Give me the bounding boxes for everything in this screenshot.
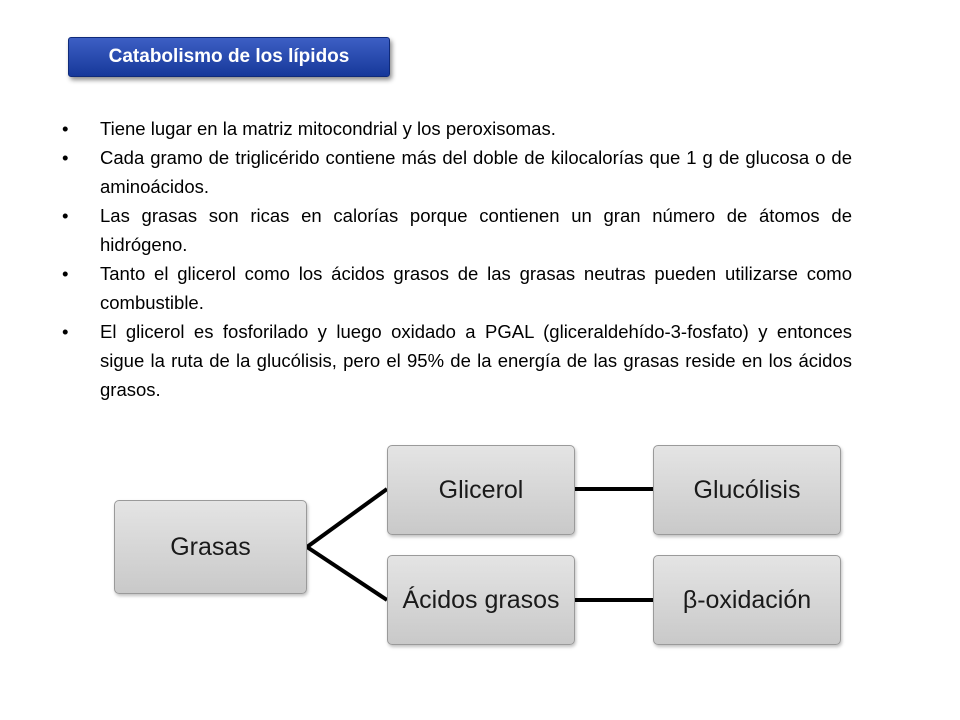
bullet-text: El glicerol es fosforilado y luego oxidado a PGAL (gliceraldehído-3-fosfato) y entonces sigue la ruta de la glucólisis, pero el 95% de la energía de las grasas reside en los ácidos grasos.	[100, 321, 852, 400]
node-glicerol: Glicerol	[387, 445, 575, 535]
bullet-marker: •	[62, 263, 69, 284]
node-grasas: Grasas	[114, 500, 307, 594]
bullet-marker: •	[62, 321, 69, 342]
bullet-text: Las grasas son ricas en calorías porque contienen un gran número de átomos de hidrógeno.	[100, 205, 852, 255]
node-acidos-grasos: Ácidos grasos	[387, 555, 575, 645]
connector-grasas-glicerol	[307, 489, 387, 547]
bullet-text: Tanto el glicerol como los ácidos grasos de las grasas neutras pueden utilizarse como combustible.	[100, 263, 852, 313]
bullet-marker: •	[62, 118, 69, 139]
bullet-marker: •	[62, 147, 69, 168]
slide-title: Catabolismo de los lípidos	[68, 37, 390, 77]
bullet-text: Cada gramo de triglicérido contiene más del doble de kilocalorías que 1 g de glucosa o de aminoácidos.	[100, 147, 852, 197]
bullet-text: Tiene lugar en la matriz mitocondrial y los peroxisomas.	[100, 118, 556, 139]
connector-grasas-acidos	[307, 547, 387, 600]
bullet-marker: •	[62, 205, 69, 226]
node-beta-oxidacion: β-oxidación	[653, 555, 841, 645]
node-glucolisis: Glucólisis	[653, 445, 841, 535]
